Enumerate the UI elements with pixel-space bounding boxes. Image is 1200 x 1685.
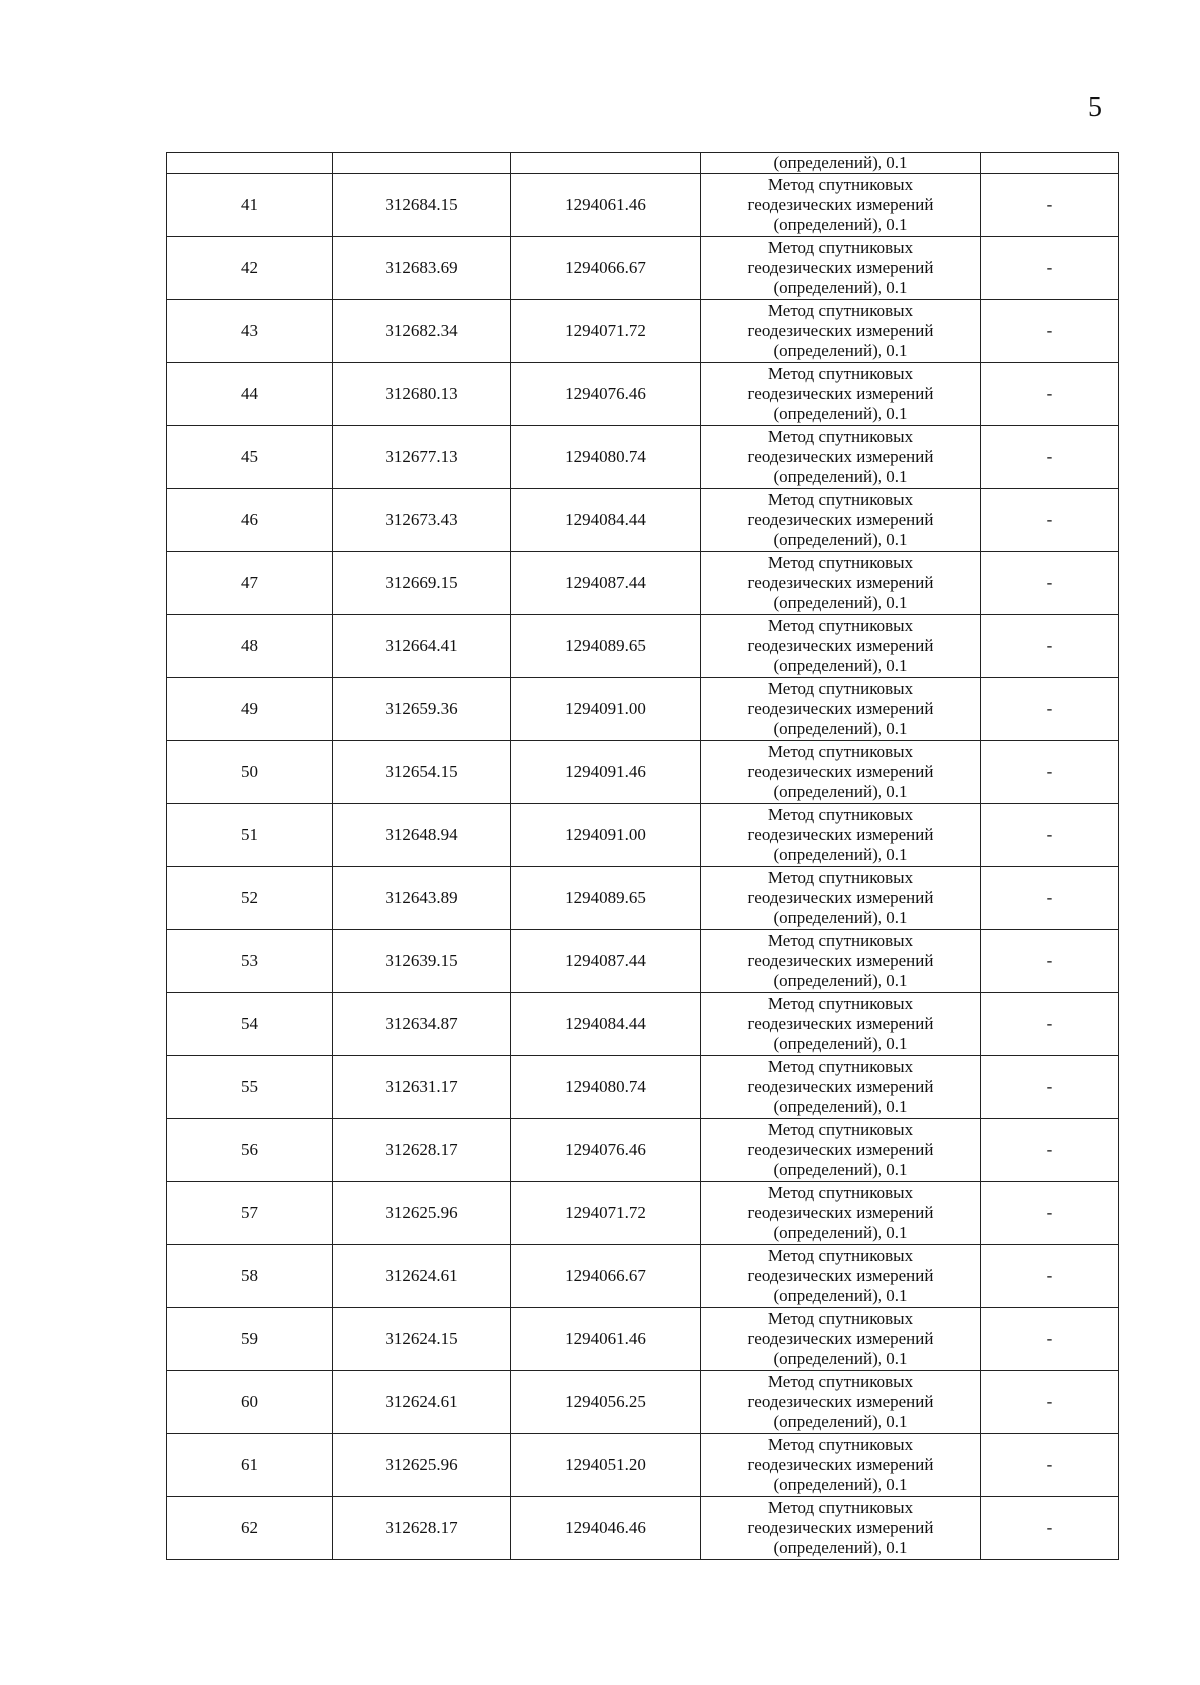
cell-point-number: 60 [167, 1371, 333, 1434]
cell-x: 312628.17 [333, 1497, 511, 1560]
method-line: (определений), 0.1 [773, 467, 908, 486]
cell-note [981, 153, 1119, 174]
cell-point-number: 49 [167, 678, 333, 741]
cell-note: - [981, 1119, 1119, 1182]
cell-y: 1294084.44 [511, 489, 701, 552]
method-line: Метод спутниковых [767, 301, 914, 320]
method-line: (определений), 0.1 [773, 1160, 908, 1179]
cell-method [701, 1308, 981, 1371]
method-line: Метод спутниковых [767, 238, 914, 257]
cell-note: - [981, 804, 1119, 867]
cell-x: 312648.94 [333, 804, 511, 867]
cell-x: 312669.15 [333, 552, 511, 615]
cell-note: - [981, 300, 1119, 363]
method-line: геодезических измерений [747, 195, 934, 214]
method-line: (определений), 0.1 [773, 719, 908, 738]
method-line: Метод спутниковых [767, 490, 914, 509]
method-line: (определений), 0.1 [773, 1223, 908, 1242]
cell-y: 1294080.74 [511, 426, 701, 489]
cell-note: - [981, 489, 1119, 552]
table-body [167, 153, 1119, 1560]
cell-point-number: 59 [167, 1308, 333, 1371]
cell-method [701, 804, 981, 867]
cell-point-number: 52 [167, 867, 333, 930]
table-row [167, 615, 1119, 678]
method-line: (определений), 0.1 [773, 1412, 908, 1431]
cell-x: 312625.96 [333, 1182, 511, 1245]
cell-note: - [981, 1497, 1119, 1560]
cell-point-number: 50 [167, 741, 333, 804]
cell-method [701, 1056, 981, 1119]
method-line: (определений), 0.1 [773, 530, 908, 549]
cell-note: - [981, 1056, 1119, 1119]
method-line: (определений), 0.1 [773, 1349, 908, 1368]
cell-point-number: 61 [167, 1434, 333, 1497]
cell-y: 1294080.74 [511, 1056, 701, 1119]
cell-point-number: 57 [167, 1182, 333, 1245]
cell-y: 1294056.25 [511, 1371, 701, 1434]
cell-x: 312634.87 [333, 993, 511, 1056]
table-row [167, 1434, 1119, 1497]
cell-y: 1294051.20 [511, 1434, 701, 1497]
cell-point-number [167, 153, 333, 174]
method-line: Метод спутниковых [767, 1309, 914, 1328]
cell-method [701, 867, 981, 930]
cell-method [701, 930, 981, 993]
cell-y: 1294091.00 [511, 678, 701, 741]
method-line: геодезических измерений [747, 1203, 934, 1222]
cell-method [701, 1434, 981, 1497]
cell-method [701, 426, 981, 489]
table-row [167, 1371, 1119, 1434]
cell-y: 1294087.44 [511, 930, 701, 993]
cell-x: 312628.17 [333, 1119, 511, 1182]
cell-y: 1294091.46 [511, 741, 701, 804]
method-line: (определений), 0.1 [773, 845, 908, 864]
method-line: геодезических измерений [747, 888, 934, 907]
table-row [167, 363, 1119, 426]
table-row [167, 678, 1119, 741]
cell-point-number: 62 [167, 1497, 333, 1560]
method-line: (определений), 0.1 [773, 656, 908, 675]
cell-x: 312625.96 [333, 1434, 511, 1497]
cell-y: 1294061.46 [511, 1308, 701, 1371]
method-line: (определений), 0.1 [773, 1286, 908, 1305]
cell-y: 1294071.72 [511, 300, 701, 363]
cell-point-number: 51 [167, 804, 333, 867]
method-line: геодезических измерений [747, 447, 934, 466]
method-line: Метод спутниковых [767, 1120, 914, 1139]
cell-x: 312684.15 [333, 174, 511, 237]
method-line: Метод спутниковых [767, 679, 914, 698]
cell-y: 1294066.67 [511, 237, 701, 300]
table-row [167, 1056, 1119, 1119]
cell-x: 312683.69 [333, 237, 511, 300]
cell-x: 312680.13 [333, 363, 511, 426]
cell-point-number: 54 [167, 993, 333, 1056]
cell-y: 1294076.46 [511, 363, 701, 426]
cell-note: - [981, 993, 1119, 1056]
method-line: (определений), 0.1 [773, 1034, 908, 1053]
cell-y: 1294084.44 [511, 993, 701, 1056]
cell-point-number: 43 [167, 300, 333, 363]
method-line: Метод спутниковых [767, 175, 914, 194]
cell-note: - [981, 174, 1119, 237]
cell-note: - [981, 867, 1119, 930]
cell-method [701, 363, 981, 426]
method-line: геодезических измерений [747, 636, 934, 655]
cell-point-number: 53 [167, 930, 333, 993]
cell-x: 312659.36 [333, 678, 511, 741]
cell-method [701, 1119, 981, 1182]
method-line: геодезических измерений [747, 510, 934, 529]
table-row [167, 1119, 1119, 1182]
method-line: геодезических измерений [747, 825, 934, 844]
method-line: геодезических измерений [747, 384, 934, 403]
continuation-row [167, 153, 1119, 174]
cell-note: - [981, 426, 1119, 489]
cell-y: 1294066.67 [511, 1245, 701, 1308]
method-line: (определений), 0.1 [773, 404, 908, 423]
cell-method [701, 552, 981, 615]
method-line: геодезических измерений [747, 1077, 934, 1096]
method-line: геодезических измерений [747, 1014, 934, 1033]
table-row [167, 1182, 1119, 1245]
method-line: геодезических измерений [747, 573, 934, 592]
cell-note: - [981, 930, 1119, 993]
cell-x: 312664.41 [333, 615, 511, 678]
method-line: геодезических измерений [747, 321, 934, 340]
page-number: 5 [1088, 92, 1102, 123]
cell-y: 1294046.46 [511, 1497, 701, 1560]
cell-x: 312643.89 [333, 867, 511, 930]
cell-method [701, 1371, 981, 1434]
table-row [167, 804, 1119, 867]
cell-point-number: 42 [167, 237, 333, 300]
cell-method [701, 615, 981, 678]
method-line: (определений), 0.1 [773, 782, 908, 801]
method-line: Метод спутниковых [767, 868, 914, 887]
cell-x: 312677.13 [333, 426, 511, 489]
cell-note: - [981, 741, 1119, 804]
table-row [167, 741, 1119, 804]
table-row [167, 1308, 1119, 1371]
method-line: геодезических измерений [747, 1329, 934, 1348]
method-line: (определений), 0.1 [773, 1475, 908, 1494]
cell-method [701, 1245, 981, 1308]
cell-point-number: 47 [167, 552, 333, 615]
cell-y: 1294087.44 [511, 552, 701, 615]
cell-x: 312631.17 [333, 1056, 511, 1119]
cell-y: 1294071.72 [511, 1182, 701, 1245]
table-row [167, 1245, 1119, 1308]
cell-y: 1294061.46 [511, 174, 701, 237]
cell-x: 312624.15 [333, 1308, 511, 1371]
cell-method [701, 1182, 981, 1245]
coordinates-table [166, 152, 1119, 1560]
cell-point-number: 58 [167, 1245, 333, 1308]
method-line: (определений), 0.1 [773, 908, 908, 927]
cell-method [701, 300, 981, 363]
method-line: Метод спутниковых [767, 805, 914, 824]
cell-note: - [981, 678, 1119, 741]
method-line: (определений), 0.1 [773, 1538, 908, 1557]
method-line: геодезических измерений [747, 1392, 934, 1411]
method-line: Метод спутниковых [767, 427, 914, 446]
cell-y: 1294076.46 [511, 1119, 701, 1182]
cell-x: 312654.15 [333, 741, 511, 804]
cell-note: - [981, 1371, 1119, 1434]
cell-method [701, 678, 981, 741]
table-row [167, 237, 1119, 300]
method-line: (определений), 0.1 [773, 593, 908, 612]
cell-point-number: 56 [167, 1119, 333, 1182]
cell-note: - [981, 1182, 1119, 1245]
method-line: (определений), 0.1 [773, 971, 908, 990]
method-line: геодезических измерений [747, 1455, 934, 1474]
table-row [167, 930, 1119, 993]
method-line: Метод спутниковых [767, 994, 914, 1013]
cell-method: (определений), 0.1 [701, 153, 981, 174]
method-line: Метод спутниковых [767, 616, 914, 635]
cell-y: 1294089.65 [511, 615, 701, 678]
method-line: геодезических измерений [747, 1140, 934, 1159]
method-line: Метод спутниковых [767, 742, 914, 761]
method-line: геодезических измерений [747, 258, 934, 277]
method-line: Метод спутниковых [767, 364, 914, 383]
cell-x: 312682.34 [333, 300, 511, 363]
method-line: Метод спутниковых [767, 1057, 914, 1076]
cell-point-number: 48 [167, 615, 333, 678]
cell-point-number: 55 [167, 1056, 333, 1119]
method-line: геодезических измерений [747, 699, 934, 718]
method-line: Метод спутниковых [767, 1435, 914, 1454]
method-line: (определений), 0.1 [773, 278, 908, 297]
cell-point-number: 45 [167, 426, 333, 489]
method-line: геодезических измерений [747, 1518, 934, 1537]
cell-point-number: 41 [167, 174, 333, 237]
cell-note: - [981, 363, 1119, 426]
table-row [167, 1497, 1119, 1560]
cell-x: 312624.61 [333, 1371, 511, 1434]
method-line: геодезических измерений [747, 1266, 934, 1285]
cell-method [701, 1497, 981, 1560]
method-line: геодезических измерений [747, 951, 934, 970]
table-row [167, 174, 1119, 237]
cell-x: 312639.15 [333, 930, 511, 993]
table-row [167, 993, 1119, 1056]
cell-x [333, 153, 511, 174]
method-line: геодезических измерений [747, 762, 934, 781]
method-line: Метод спутниковых [767, 931, 914, 950]
method-line: Метод спутниковых [767, 1183, 914, 1202]
cell-note: - [981, 615, 1119, 678]
method-line: (определений), 0.1 [773, 215, 908, 234]
cell-note: - [981, 1308, 1119, 1371]
method-line: Метод спутниковых [767, 1372, 914, 1391]
cell-y [511, 153, 701, 174]
cell-method [701, 993, 981, 1056]
cell-method [701, 174, 981, 237]
cell-method [701, 237, 981, 300]
table-row [167, 489, 1119, 552]
method-line: Метод спутниковых [767, 1498, 914, 1517]
cell-note: - [981, 552, 1119, 615]
cell-note: - [981, 1434, 1119, 1497]
cell-point-number: 44 [167, 363, 333, 426]
table-row [167, 300, 1119, 363]
cell-note: - [981, 237, 1119, 300]
method-line: Метод спутниковых [767, 1246, 914, 1265]
cell-x: 312624.61 [333, 1245, 511, 1308]
method-line: (определений), 0.1 [773, 1097, 908, 1116]
table-row [167, 867, 1119, 930]
method-line: Метод спутниковых [767, 553, 914, 572]
cell-y: 1294089.65 [511, 867, 701, 930]
cell-y: 1294091.00 [511, 804, 701, 867]
table-row [167, 552, 1119, 615]
cell-method [701, 489, 981, 552]
cell-point-number: 46 [167, 489, 333, 552]
table-row [167, 426, 1119, 489]
cell-method [701, 741, 981, 804]
cell-x: 312673.43 [333, 489, 511, 552]
cell-note: - [981, 1245, 1119, 1308]
method-line: (определений), 0.1 [773, 341, 908, 360]
